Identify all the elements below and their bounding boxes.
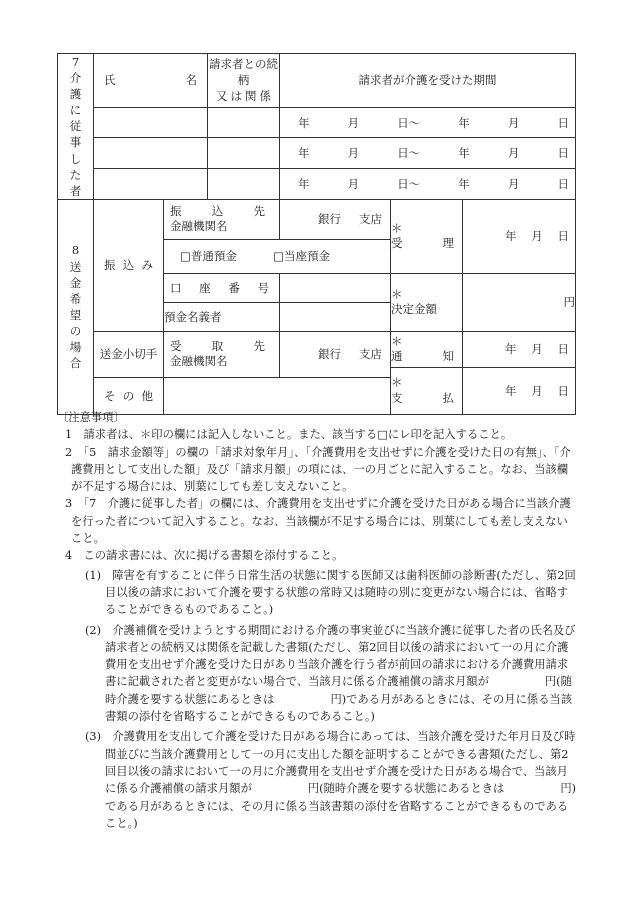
furikomi-bank-field[interactable]: 銀行 支店: [280, 199, 391, 239]
office-tsuchi-date: 年 月 日: [463, 331, 576, 367]
receive-bank-field[interactable]: 銀行 支店: [280, 331, 391, 377]
checkbox-futsu[interactable]: □普通預金: [180, 249, 237, 264]
request-form-table: [57, 53, 576, 415]
caregiver-name-field-3[interactable]: [94, 169, 208, 200]
caregiver-relation-field-3[interactable]: [208, 169, 280, 200]
caregiver-name-field-2[interactable]: [94, 138, 208, 169]
caregiver-name-field-1[interactable]: [94, 107, 208, 138]
office-shiharai-label: ＊ 支 払: [391, 367, 463, 414]
office-juri-label: ＊ 受 理: [391, 199, 463, 273]
account-name-field[interactable]: [280, 302, 391, 331]
period-header: 請求者が介護を受けた期間: [280, 54, 576, 108]
sec7-label: 7 介 護 に 従 事 し た 者: [58, 54, 94, 200]
note-2: 2 「5 請求金額等」の欄の「請求対象年月」、「介護費用を支出せずに介護を受けた日の有無」、「介護費用として支出した額」及び「請求月額」の項には、一の月ごとに記入すること。なお、当該欄が不足する場合には、別葉にしても差し支えないこと。: [65, 445, 571, 494]
sec8-label: 8 送 金 希 望 の 場 合: [58, 199, 94, 414]
note-4: 4 この請求書には、次に掲げる書類を添付すること。: [65, 549, 344, 563]
caregiver-relation-field-2[interactable]: [208, 138, 280, 169]
account-no-label: 口 座 番 号: [164, 273, 280, 302]
furikomi-dest-label: 振 込 先 金融機関名: [164, 199, 280, 239]
office-shiharai-date: 年 月 日: [463, 367, 576, 414]
relation-header: 請求者との続柄 又 は 関 係: [208, 54, 280, 108]
kogitte-label: 送金小切手: [94, 331, 164, 377]
office-tsuchi-label: ＊ 通 知: [391, 331, 463, 367]
deposit-type-options[interactable]: [164, 239, 391, 273]
account-name-label: 預金名義者: [164, 302, 280, 331]
notes-section: [57, 409, 577, 832]
caregiver-relation-field-1[interactable]: [208, 107, 280, 138]
office-kettei-amount: 円: [463, 273, 576, 331]
note-1: 1 請求者は、＊印の欄には記入しないこと。また、該当する□にレ印を記入すること。: [65, 428, 513, 442]
note-3: 3 「7 介護に従事した者」の欄には、介護費用を支出せずに介護を受けた日がある場合に当該介護を行った者について記入すること。なお、当該欄が不足する場合には、別葉にしても差し支えないこと。: [65, 497, 571, 546]
period-row-3[interactable]: 年 月 日～ 年 月 日: [280, 169, 576, 200]
furikomi-label: 振 込 み: [94, 199, 164, 331]
note-4-3: (3) 介護費用を支出して介護を受けた日がある場合にあっては、当該介護を受けた年月日及び時間並びに当該介護費用として一の月に支出した額を証明することができる書類(ただし、第2回目以後の請求において一の月に介護費用を支出せず介護を受けた日がある場合で、当該月に係る介護補償の請求月額が 円(随時介護を要する状態にあるときは 円)である月があるときには、その月に係る当該書類の添付を省略することができるものであること。): [85, 730, 577, 830]
period-row-1[interactable]: 年 月 日～ 年 月 日: [280, 107, 576, 138]
receive-dest-label: 受 取 先 金融機関名: [164, 331, 280, 377]
notes-heading: 〔注意事項〕: [57, 411, 125, 424]
note-4-2: (2) 介護補償を受けようとする期間における介護の事実並びに当該介護に従事した者の氏名及び請求者との続柄又は関係を記載した書類(ただし、第2回目以後の請求において一の月に介護費用を支出せず介護を受けた日があり当該介護を行う者が前回の請求における介護費用請求書に記載された者と変更がない場合で、当該月に係る介護補償の請求月額が 円(随時介護を要する状態にあるときは 円)である月があるときには、その月に係る当該書類の添付を省略することができるものであること。): [85, 623, 576, 724]
account-no-field[interactable]: [280, 273, 391, 302]
checkbox-toza[interactable]: □当座預金: [273, 249, 330, 264]
office-kettei-label: ＊ 決定金額: [391, 273, 463, 331]
note-4-1: (1) 障害を有することに伴う日常生活の状態に関する医師又は歯科医師の診断書(ただし、第2回目以後の請求において介護を要する状態の常時又は随時の別に変更がない場合には、省略することができるものであること。): [85, 568, 576, 617]
office-juri-date: 年 月 日: [463, 199, 576, 273]
other-label: そ の 他: [94, 377, 164, 414]
name-header: 氏 名: [94, 54, 208, 108]
period-row-2[interactable]: 年 月 日～ 年 月 日: [280, 138, 576, 169]
